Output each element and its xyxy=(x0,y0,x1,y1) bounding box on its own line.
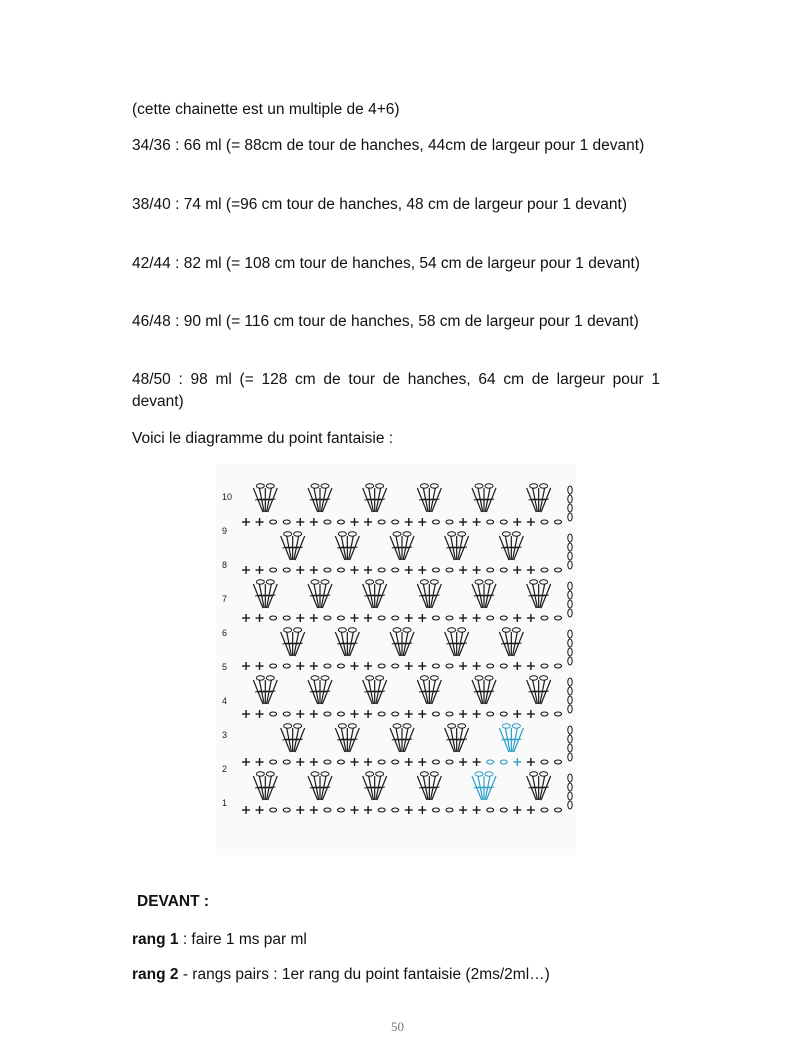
row-number: 4 xyxy=(222,696,228,706)
stitch-mark xyxy=(540,772,548,776)
stitch-mark xyxy=(568,486,572,494)
stitch-mark xyxy=(430,580,438,584)
stitch-mark xyxy=(270,664,277,668)
stitch-mark xyxy=(378,760,385,764)
size-line-3: 42/44 : 82 ml (= 108 cm tour de hanches, 54 cm de largeur pour 1 devant) xyxy=(132,255,640,272)
stitch-mark xyxy=(283,520,290,524)
stitch-mark xyxy=(568,543,572,551)
section-heading: DEVANT : xyxy=(137,893,210,910)
stitch-mark xyxy=(430,484,438,488)
stitch-mark xyxy=(324,616,331,620)
diagram-caption: Voici le diagramme du point fantaisie : xyxy=(132,430,394,447)
stitch-mark xyxy=(283,616,290,620)
stitch-mark xyxy=(485,484,493,488)
stitch-mark xyxy=(348,532,356,536)
stitch-mark xyxy=(392,520,399,524)
stitch-mark xyxy=(555,616,562,620)
stitch-mark xyxy=(432,616,439,620)
stitch-mark xyxy=(568,744,572,752)
row-label: rang 2 xyxy=(132,966,179,983)
row-number: 5 xyxy=(222,662,228,672)
stitch-mark xyxy=(376,772,384,776)
stitch-mark xyxy=(487,760,494,764)
stitch-mark xyxy=(283,808,290,812)
stitch-mark xyxy=(430,772,438,776)
stitch-mark xyxy=(568,534,572,542)
stitch-mark xyxy=(270,808,277,812)
stitch-mark xyxy=(568,678,572,686)
stitch-mark xyxy=(540,676,548,680)
stitch-mark xyxy=(366,772,374,776)
stitch-mark xyxy=(337,712,344,716)
stitch-mark xyxy=(337,520,344,524)
stitch-mark xyxy=(568,591,572,599)
row-number: 6 xyxy=(222,628,228,638)
stitch-mark xyxy=(568,513,572,521)
stitch-mark xyxy=(500,520,507,524)
stitch-mark xyxy=(568,774,572,782)
stitch-mark xyxy=(555,664,562,668)
stitch-mark xyxy=(270,616,277,620)
stitch-mark xyxy=(568,687,572,695)
stitch-mark xyxy=(446,760,453,764)
stitch-mark xyxy=(256,676,264,680)
stitch-mark xyxy=(392,568,399,572)
stitch-mark xyxy=(555,760,562,764)
stitch-mark xyxy=(512,724,520,728)
stitch-mark xyxy=(378,520,385,524)
stitch-mark xyxy=(568,495,572,503)
stitch-mark xyxy=(376,580,384,584)
stitch-mark xyxy=(283,760,290,764)
stitch-mark xyxy=(392,808,399,812)
stitch-mark xyxy=(568,600,572,608)
stitch-mark xyxy=(420,676,428,680)
stitch-mark xyxy=(378,808,385,812)
stitch-mark xyxy=(392,664,399,668)
stitch-mark xyxy=(294,628,302,632)
row-text: : faire 1 ms par ml xyxy=(178,931,307,948)
stitch-mark xyxy=(530,676,538,680)
stitch-mark xyxy=(541,616,548,620)
stitch-mark xyxy=(568,504,572,512)
stitch-mark xyxy=(502,724,510,728)
row-label: rang 1 xyxy=(132,931,179,948)
stitch-mark xyxy=(475,580,483,584)
stitch-mark xyxy=(321,772,329,776)
stitch-mark xyxy=(283,664,290,668)
stitch-mark xyxy=(458,724,466,728)
stitch-mark xyxy=(284,628,292,632)
stitch-mark xyxy=(324,760,331,764)
stitch-mark xyxy=(294,724,302,728)
stitch-mark xyxy=(321,580,329,584)
stitch-mark xyxy=(392,712,399,716)
stitch-mark xyxy=(283,568,290,572)
stitch-mark xyxy=(392,616,399,620)
size-line-2: 38/40 : 74 ml (=96 cm tour de hanches, 48 cm de largeur pour 1 devant) xyxy=(132,196,627,213)
stitch-mark xyxy=(378,616,385,620)
stitch-mark xyxy=(432,808,439,812)
stitch-mark xyxy=(485,772,493,776)
stitch-mark xyxy=(270,760,277,764)
stitch-mark xyxy=(432,712,439,716)
size-line-1: 34/36 : 66 ml (= 88cm de tour de hanches, 44cm de largeur pour 1 devant) xyxy=(132,137,645,154)
stitch-mark xyxy=(420,484,428,488)
stitch-mark xyxy=(500,664,507,668)
stitch-mark xyxy=(446,520,453,524)
stitch-mark xyxy=(446,712,453,716)
stitch-mark xyxy=(568,630,572,638)
stitch-mark xyxy=(475,484,483,488)
stitch-mark xyxy=(555,520,562,524)
stitch-mark xyxy=(446,616,453,620)
stitch-mark xyxy=(338,724,346,728)
row-number: 10 xyxy=(222,492,233,502)
stitch-mark xyxy=(485,676,493,680)
stitch-mark xyxy=(487,808,494,812)
row-number: 3 xyxy=(222,730,228,740)
stitch-mark xyxy=(500,760,507,764)
size-line-5: 48/50 : 98 ml (= 128 cm de tour de hanches, 64 cm de largeur pour 1 devant) xyxy=(132,371,660,410)
stitch-mark xyxy=(568,792,572,800)
stitch-mark xyxy=(512,532,520,536)
stitch-mark xyxy=(502,628,510,632)
stitch-mark xyxy=(311,580,319,584)
stitch-mark xyxy=(403,724,411,728)
row-number: 1 xyxy=(222,798,228,808)
stitch-mark xyxy=(568,735,572,743)
stitch-mark xyxy=(530,580,538,584)
stitch-mark xyxy=(432,520,439,524)
stitch-mark xyxy=(541,808,548,812)
stitch-mark xyxy=(500,808,507,812)
stitch-mark xyxy=(270,520,277,524)
stitch-mark xyxy=(502,532,510,536)
stitch-mark xyxy=(458,532,466,536)
stitch-mark xyxy=(541,712,548,716)
stitch-mark xyxy=(324,664,331,668)
stitch-mark xyxy=(324,520,331,524)
stitch-mark xyxy=(294,532,302,536)
stitch-mark xyxy=(500,616,507,620)
stitch-mark xyxy=(403,532,411,536)
stitch-mark xyxy=(540,580,548,584)
stitch-mark xyxy=(487,568,494,572)
stitch-mark xyxy=(256,484,264,488)
stitch-mark xyxy=(458,628,466,632)
stitch-mark xyxy=(512,628,520,632)
stitch-mark xyxy=(284,724,292,728)
stitch-mark xyxy=(530,484,538,488)
row-number: 2 xyxy=(222,764,228,774)
stitch-mark xyxy=(541,568,548,572)
stitch-mark xyxy=(321,484,329,488)
stitch-mark xyxy=(530,772,538,776)
stitch-mark xyxy=(393,724,401,728)
stitch-mark xyxy=(337,616,344,620)
stitch-mark xyxy=(568,783,572,791)
stitch-mark xyxy=(568,753,572,761)
stitch-mark xyxy=(378,568,385,572)
stitch-mark xyxy=(311,484,319,488)
stitch-mark xyxy=(321,676,329,680)
stitch-mark xyxy=(348,628,356,632)
stitch-mark xyxy=(283,712,290,716)
stitch-mark xyxy=(568,582,572,590)
stitch-mark xyxy=(475,676,483,680)
stitch-mark xyxy=(266,676,274,680)
stitch-mark xyxy=(432,760,439,764)
stitch-mark xyxy=(568,801,572,809)
stitch-mark xyxy=(487,712,494,716)
crochet-stitch-diagram xyxy=(216,464,576,855)
stitch-mark xyxy=(311,772,319,776)
stitch-mark xyxy=(348,724,356,728)
stitch-mark xyxy=(432,664,439,668)
stitch-mark xyxy=(487,664,494,668)
stitch-mark xyxy=(266,484,274,488)
stitch-mark xyxy=(266,772,274,776)
stitch-mark xyxy=(500,712,507,716)
stitch-mark xyxy=(500,568,507,572)
stitch-mark xyxy=(568,561,572,569)
stitch-mark xyxy=(376,676,384,680)
stitch-mark xyxy=(568,552,572,560)
stitch-mark xyxy=(270,568,277,572)
stitch-mark xyxy=(324,808,331,812)
stitch-mark xyxy=(540,484,548,488)
stitch-mark xyxy=(568,648,572,656)
stitch-mark xyxy=(448,532,456,536)
stitch-mark xyxy=(256,580,264,584)
stitch-mark xyxy=(338,532,346,536)
stitch-mark xyxy=(266,580,274,584)
stitch-mark xyxy=(487,520,494,524)
stitch-mark xyxy=(311,676,319,680)
row-number: 9 xyxy=(222,526,228,536)
stitch-mark xyxy=(541,760,548,764)
intro-text: (cette chainette est un multiple de 4+6) xyxy=(132,101,400,118)
stitch-mark xyxy=(366,580,374,584)
page-number: 50 xyxy=(391,1019,404,1034)
stitch-mark xyxy=(541,664,548,668)
row-instruction-2 xyxy=(132,964,660,986)
stitch-mark xyxy=(487,616,494,620)
stitch-mark xyxy=(270,712,277,716)
stitch-mark xyxy=(475,772,483,776)
stitch-mark xyxy=(337,760,344,764)
stitch-mark xyxy=(485,580,493,584)
row-number: 7 xyxy=(222,594,228,604)
stitch-mark xyxy=(378,712,385,716)
stitch-mark xyxy=(555,712,562,716)
stitch-mark xyxy=(337,568,344,572)
stitch-mark xyxy=(568,696,572,704)
stitch-mark xyxy=(366,484,374,488)
stitch-mark xyxy=(284,532,292,536)
stitch-mark xyxy=(403,628,411,632)
stitch-mark xyxy=(393,628,401,632)
stitch-mark xyxy=(324,712,331,716)
stitch-mark xyxy=(420,580,428,584)
stitch-mark xyxy=(568,609,572,617)
stitch-mark xyxy=(448,628,456,632)
stitch-mark xyxy=(420,772,428,776)
stitch-mark xyxy=(432,568,439,572)
row-text: - rangs pairs : 1er rang du point fantaisie (2ms/2ml…) xyxy=(178,966,550,983)
stitch-mark xyxy=(568,657,572,665)
stitch-mark xyxy=(338,628,346,632)
stitch-mark xyxy=(337,808,344,812)
stitch-mark xyxy=(376,484,384,488)
stitch-mark xyxy=(541,520,548,524)
stitch-mark xyxy=(446,664,453,668)
stitch-mark xyxy=(430,676,438,680)
stitch-mark xyxy=(555,568,562,572)
stitch-mark xyxy=(324,568,331,572)
stitch-mark xyxy=(446,808,453,812)
stitch-mark xyxy=(393,532,401,536)
row-number: 8 xyxy=(222,560,228,570)
stitch-mark xyxy=(555,808,562,812)
size-line-4: 46/48 : 90 ml (= 116 cm tour de hanches, 58 cm de largeur pour 1 devant) xyxy=(132,313,639,330)
stitch-mark xyxy=(568,705,572,713)
stitch-mark xyxy=(366,676,374,680)
stitch-mark xyxy=(568,726,572,734)
stitch-mark xyxy=(378,664,385,668)
stitch-mark xyxy=(446,568,453,572)
stitch-mark xyxy=(448,724,456,728)
stitch-mark xyxy=(256,772,264,776)
stitch-mark xyxy=(392,760,399,764)
row-instruction-1 xyxy=(132,929,660,951)
stitch-mark xyxy=(568,639,572,647)
stitch-mark xyxy=(337,664,344,668)
